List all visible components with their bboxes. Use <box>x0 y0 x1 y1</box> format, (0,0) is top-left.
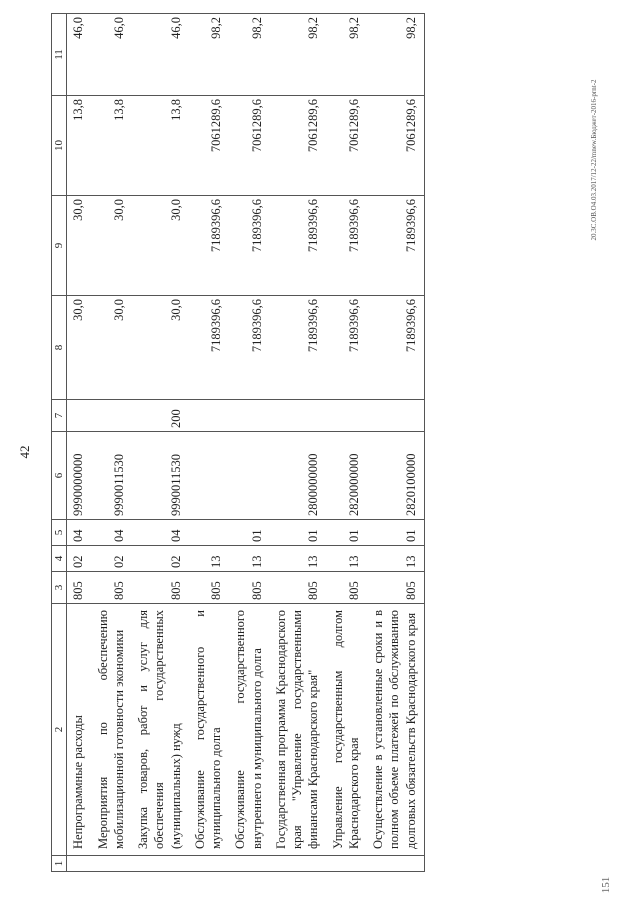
row-name: Осуществление в установленные сроки и в полном объеме платежей по обслуживанию долговых обязательств Краснодарского края <box>367 604 424 856</box>
column-header-5: 5 <box>52 520 67 546</box>
row-name: Мероприятия по обеспечению мобилизационной готовности экономики <box>92 604 133 856</box>
column-header-7: 7 <box>52 400 67 432</box>
cell-col-8: 30,0 <box>92 296 133 400</box>
cell-col-3: 805 <box>189 572 230 604</box>
cell-col-10: 7061289,6 <box>189 96 230 196</box>
cell-col-9: 30,0 <box>92 196 133 296</box>
cell-col-9: 7189396,6 <box>270 196 327 296</box>
column-header-3: 3 <box>52 572 67 604</box>
table-body <box>67 14 425 872</box>
cell-col-10: 7061289,6 <box>367 96 424 196</box>
budget-table <box>51 13 425 872</box>
cell-col-4: 13 <box>270 546 327 572</box>
cell-col-4: 02 <box>132 546 189 572</box>
cell-col-7 <box>327 400 368 432</box>
cell-col-5: 04 <box>132 520 189 546</box>
cell-col-3: 805 <box>92 572 133 604</box>
column-number-header <box>52 14 67 872</box>
cell-col-5 <box>189 520 230 546</box>
cell-col-6: 2820100000 <box>367 432 424 520</box>
cell-col-8: 7189396,6 <box>327 296 368 400</box>
cell-col-7 <box>270 400 327 432</box>
column-header-1: 1 <box>52 856 67 872</box>
table-row <box>367 14 424 872</box>
cell-col-5: 04 <box>92 520 133 546</box>
row-blank-cell <box>270 856 327 872</box>
cell-col-5: 01 <box>229 520 270 546</box>
cell-col-4: 13 <box>189 546 230 572</box>
table-row <box>229 14 270 872</box>
table-row <box>67 14 92 872</box>
cell-col-6: 9990011530 <box>92 432 133 520</box>
cell-col-4: 13 <box>367 546 424 572</box>
cell-col-3: 805 <box>229 572 270 604</box>
column-header-4: 4 <box>52 546 67 572</box>
row-blank-cell <box>67 856 92 872</box>
cell-col-3: 805 <box>132 572 189 604</box>
cell-col-6 <box>229 432 270 520</box>
cell-col-10: 7061289,6 <box>270 96 327 196</box>
cell-col-7 <box>229 400 270 432</box>
cell-col-5: 01 <box>327 520 368 546</box>
cell-col-6: 2820000000 <box>327 432 368 520</box>
cell-col-5: 04 <box>67 520 92 546</box>
row-blank-cell <box>189 856 230 872</box>
cell-col-9: 30,0 <box>132 196 189 296</box>
cell-col-6 <box>189 432 230 520</box>
cell-col-11: 98,2 <box>229 14 270 96</box>
column-header-2: 2 <box>52 604 67 856</box>
cell-col-9: 7189396,6 <box>367 196 424 296</box>
cell-col-5: 01 <box>270 520 327 546</box>
cell-col-7 <box>67 400 92 432</box>
cell-col-11: 98,2 <box>189 14 230 96</box>
print-stamp: 20.3С.ОВ.О4.03.2017/12-22/mnew.Бюджет-2016-prnt-2 <box>590 79 598 241</box>
table-row <box>327 14 368 872</box>
column-header-6: 6 <box>52 432 67 520</box>
cell-col-9: 7189396,6 <box>229 196 270 296</box>
cell-col-3: 805 <box>270 572 327 604</box>
table-row <box>132 14 189 872</box>
cell-col-11: 46,0 <box>132 14 189 96</box>
cell-col-6: 2800000000 <box>270 432 327 520</box>
cell-col-6: 9990011530 <box>132 432 189 520</box>
cell-col-10: 13,8 <box>132 96 189 196</box>
cell-col-3: 805 <box>67 572 92 604</box>
cell-col-7 <box>367 400 424 432</box>
cell-col-4: 13 <box>327 546 368 572</box>
cell-col-9: 30,0 <box>67 196 92 296</box>
cell-col-11: 46,0 <box>92 14 133 96</box>
row-name: Обслуживание государственного внутреннего и муниципального долга <box>229 604 270 856</box>
row-name: Закупка товаров, работ и услуг для обеспечения государственных (муниципальных) нужд <box>132 604 189 856</box>
cell-col-4: 02 <box>92 546 133 572</box>
cell-col-3: 805 <box>367 572 424 604</box>
cell-col-10: 13,8 <box>67 96 92 196</box>
table-row <box>189 14 230 872</box>
footer-page-number: 151 <box>600 876 612 894</box>
cell-col-10: 7061289,6 <box>327 96 368 196</box>
cell-col-11: 98,2 <box>270 14 327 96</box>
cell-col-11: 98,2 <box>327 14 368 96</box>
cell-col-6: 9990000000 <box>67 432 92 520</box>
column-header-9: 9 <box>52 196 67 296</box>
cell-col-10: 7061289,6 <box>229 96 270 196</box>
cell-col-7 <box>92 400 133 432</box>
cell-col-11: 46,0 <box>67 14 92 96</box>
rotated-table-area <box>51 14 589 872</box>
page-number: 42 <box>17 445 32 459</box>
cell-col-9: 7189396,6 <box>189 196 230 296</box>
row-blank-cell <box>132 856 189 872</box>
cell-col-11: 98,2 <box>367 14 424 96</box>
column-header-11: 11 <box>52 14 67 96</box>
cell-col-8: 7189396,6 <box>229 296 270 400</box>
table-row <box>270 14 327 872</box>
column-header-8: 8 <box>52 296 67 400</box>
cell-col-8: 7189396,6 <box>367 296 424 400</box>
row-blank-cell <box>327 856 368 872</box>
row-name: Непрограммные расходы <box>67 604 92 856</box>
cell-col-8: 7189396,6 <box>270 296 327 400</box>
row-name: Государственная программа Краснодарского края "Управление государственными финансами Краснодарского края" <box>270 604 327 856</box>
cell-col-7: 200 <box>132 400 189 432</box>
cell-col-8: 30,0 <box>132 296 189 400</box>
cell-col-8: 30,0 <box>67 296 92 400</box>
cell-col-7 <box>189 400 230 432</box>
cell-col-4: 13 <box>229 546 270 572</box>
cell-col-3: 805 <box>327 572 368 604</box>
cell-col-9: 7189396,6 <box>327 196 368 296</box>
row-name: Обслуживание государственного и муниципального долга <box>189 604 230 856</box>
cell-col-8: 7189396,6 <box>189 296 230 400</box>
row-blank-cell <box>229 856 270 872</box>
cell-col-10: 13,8 <box>92 96 133 196</box>
row-name: Управление государственным долгом Краснодарского края <box>327 604 368 856</box>
cell-col-4: 02 <box>67 546 92 572</box>
column-header-10: 10 <box>52 96 67 196</box>
table-row <box>92 14 133 872</box>
row-blank-cell <box>92 856 133 872</box>
cell-col-5: 01 <box>367 520 424 546</box>
row-blank-cell <box>367 856 424 872</box>
